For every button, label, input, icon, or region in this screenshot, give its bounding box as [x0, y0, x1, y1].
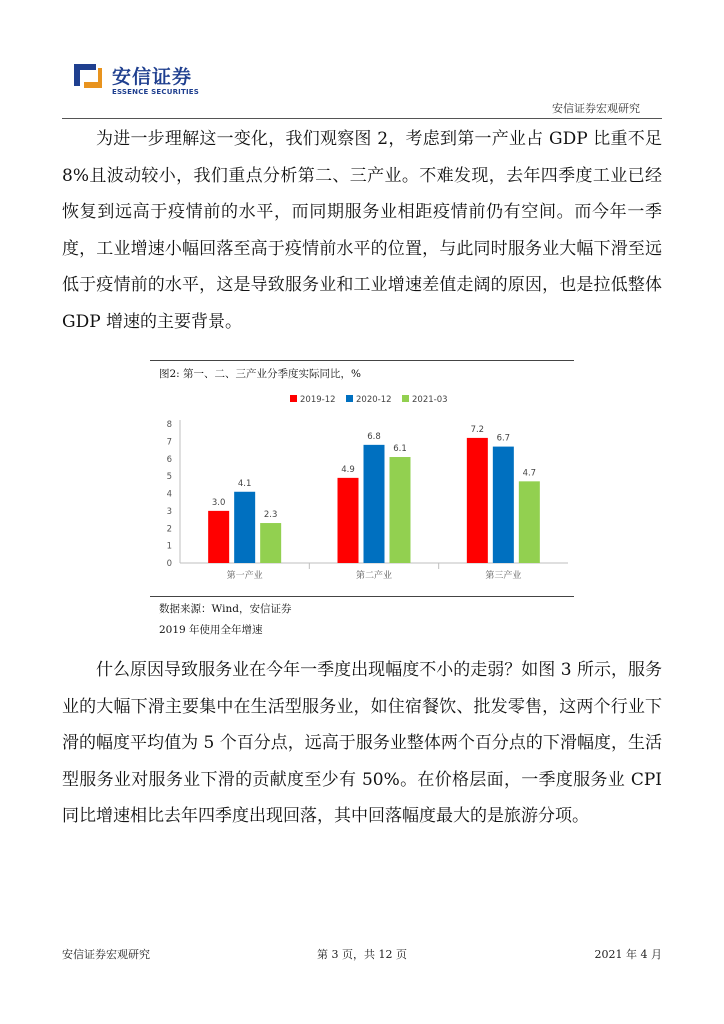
y-tick-label-6: 6 [166, 454, 172, 465]
bar-2019-12-第三产业 [467, 438, 488, 563]
header-divider [62, 118, 662, 119]
bar-2019-12-第一产业 [208, 511, 229, 563]
logo-name-cn: 安信证券 [112, 66, 193, 88]
y-tick-label-7: 7 [166, 437, 172, 448]
y-tick-label-0: 0 [166, 559, 172, 569]
data-label: 3.0 [211, 497, 226, 508]
data-label: 4.9 [341, 464, 355, 475]
x-category-label: 第三产业 [485, 571, 522, 581]
figure-2 [150, 360, 574, 640]
data-label: 7.2 [470, 424, 485, 435]
legend-label-2019-12: 2019-12 [300, 395, 336, 405]
bar-2021-03-第三产业 [519, 481, 540, 563]
footer-page-number: 第 3 页，共 12 页 [317, 948, 407, 961]
bar-2021-03-第二产业 [390, 457, 411, 563]
footer-left: 安信证券宏观研究 [62, 948, 150, 961]
figure-note: 2019 年使用全年增速 [159, 624, 263, 636]
y-tick-label-3: 3 [166, 506, 172, 517]
data-label: 4.1 [237, 478, 252, 489]
paragraph-2: 什么原因导致服务业在今年一季度出现幅度不小的走弱？如图 3 所示，服务业的大幅下滑主要集中在生活型服务业，如住宿餐饮、批发零售，这两个行业下滑的幅度平均值为 5 个百分点，远高于服务业整体两个百分点的下滑幅度，生活型服务业对服务业下滑的贡献度至少有 50%。在价格层面，一季度服务业 CPI 同比增速相比去年四季度出现回落，其中回落幅度最大的是旅游分项。 [62, 660, 662, 826]
legend-swatch-2019-12 [290, 395, 297, 402]
company-logo [72, 56, 272, 100]
y-tick-label-5: 5 [166, 472, 172, 483]
bar-2021-03-第一产业 [260, 523, 281, 563]
figure-source: 数据来源：Wind，安信证券 [159, 603, 292, 615]
y-tick-label-4: 4 [166, 489, 172, 500]
bar-2019-12-第二产业 [338, 478, 359, 563]
legend-label-2020-12: 2020-12 [356, 395, 392, 405]
x-category-label: 第一产业 [226, 571, 263, 581]
legend-swatch-2021-03 [402, 395, 409, 402]
x-category-label: 第二产业 [355, 571, 393, 581]
legend-label-2021-03: 2021-03 [412, 395, 448, 405]
paragraph-1: 为进一步理解这一变化，我们观察图 2，考虑到第一产业占 GDP 比重不足 8%且波动较小，我们重点分析第二、三产业。不难发现，去年四季度工业已经恢复到远高于疫情前的水平，而同期服务业相距疫情前仍有空间。而今年一季度，工业增速小幅回落至高于疫情前水平的位置，与此同时服务业大幅下滑至远低于疫情前的水平，这是导致服务业和工业增速差值走阔的原因，也是拉低整体 GDP 增速的主要背景。 [62, 129, 662, 332]
bar-2020-12-第二产业 [364, 445, 385, 563]
data-label: 6.7 [496, 433, 511, 444]
data-label: 6.1 [393, 444, 407, 455]
footer-date: 2021 年 4 月 [594, 948, 662, 961]
data-label: 2.3 [263, 510, 278, 521]
bar-2020-12-第三产业 [493, 447, 514, 563]
figure-top-rule [150, 360, 574, 361]
bar-2020-12-第一产业 [234, 492, 255, 563]
logo-mark-icon [72, 58, 104, 90]
legend-swatch-2020-12 [346, 395, 353, 402]
header-report-series: 安信证券宏观研究 [552, 102, 640, 115]
data-label: 6.8 [367, 431, 381, 442]
figure-bottom-rule [150, 596, 574, 597]
y-tick-label-1: 1 [166, 541, 172, 552]
figure-title: 图2: 第一、二、三产业分季度实际同比，% [159, 368, 362, 380]
y-tick-label-2: 2 [166, 524, 172, 535]
data-label: 4.7 [522, 468, 537, 479]
logo-name-en: ESSENCE SECURITIES [112, 88, 199, 96]
y-tick-label-8: 8 [166, 420, 172, 430]
bar-chart [150, 386, 574, 594]
